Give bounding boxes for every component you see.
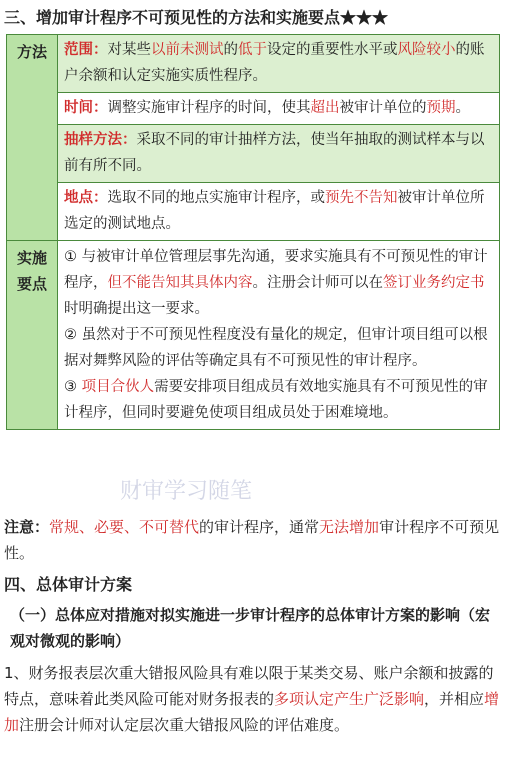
note-paragraph [4,514,502,566]
text-span: ② 虽然对于不可预见性程度没有量化的规定，但审计项目组可以根据对舞弊风险的评估等确定具有不可预见性的审计程序。 [64,327,488,369]
text-span: 增加 [4,690,500,734]
text-span: 的审计程序，通常 [199,518,320,536]
text-span: 。 [455,100,470,116]
implement-label-line2: 要点 [16,275,47,293]
text-span: 的账户余额和认定实施实质性程序。 [64,42,485,84]
text-span: 范围： [64,42,108,58]
table-row [7,35,500,93]
text-span: 多项认定产生广泛影响 [274,690,425,708]
text-span: 项目合伙人 [81,379,155,395]
text-span: 。注册会计师可以在 [252,275,383,291]
star-rating-icon: ★★★ [340,8,389,27]
implement-label-line1: 实施 [16,249,47,267]
text-span: 签订业务约定书 [383,275,485,291]
text-span: ① 与被审计单位管理层事先沟通，要求实施具有不可预见性的审计程序， [64,249,488,291]
text-span: 采取不同的审计抽样方法，使当年抽取的测试样本与以前有所不同。 [64,132,485,174]
text-span: 对某些 [107,42,151,58]
heading-overall-plan: 四、总体审计方案 [4,575,133,594]
text-span: 被审计单位的 [339,100,427,116]
method-row-location [58,183,500,241]
text-span: 抽样方法： [64,132,137,148]
implement-point-3 [64,374,493,426]
section-title-text: 三、增加审计程序不可预见性的方法和实施要点 [4,8,341,27]
implement-label [7,241,58,430]
text-span: 1、财务报表层次重大错报风险具有难以限于某类交易、账户余额和披露的特点，意味着此类风险可能对财务报表的 [4,664,494,708]
subheading-overall-response: （一）总体应对措施对拟实施进一步审计程序的总体审计方案的影响（宏观对微观的影响） [10,606,491,650]
text-span: 地点： [64,190,108,206]
text-span: 被审计单位所选定的测试地点。 [64,190,485,232]
table-row [7,183,500,241]
text-span: 审计程序不可预见性。 [4,518,500,562]
table-row [7,93,500,125]
text-span: 需要安排项目组成员有效地实施具有不可预见性的审计程序，但同时要避免使项目组成员处于困难境地。 [64,379,488,421]
text-span: 预先不告知 [325,190,398,206]
body-paragraph [4,660,502,738]
text-span: 常规、必要、不可替代 [49,518,200,536]
text-span: 低于 [238,42,267,58]
section-title [0,4,506,32]
text-span: 时间： [64,100,108,116]
text-span: 超出 [310,100,340,116]
implement-point-2 [64,322,493,374]
text-span: 调整实施审计程序的时间，使其 [107,100,311,116]
text-span: 时明确提出这一要求。 [64,301,209,317]
table-row [7,241,500,430]
text-span: 注意： [4,518,50,536]
text-span: ，并相应 [424,690,485,708]
implement-point-1 [64,244,493,322]
text-span: 注册会计师对认定层次重大错报风险的评估难度。 [19,716,350,734]
text-span: 设定的重要性水平或 [267,42,398,58]
methods-table [6,34,500,430]
text-span: 的 [223,42,238,58]
method-row-sampling [58,125,500,183]
text-span: 以前未测试 [151,42,224,58]
text-span: 风险较小 [397,42,456,58]
text-span: 选取不同的地点实施审计程序，或 [107,190,325,206]
implement-points [58,241,500,430]
method-row-timing [58,93,500,125]
table-row [7,125,500,183]
watermark-text: 财审学习随笔 [120,479,253,504]
method-row-scope [58,35,500,93]
text-span: 无法增加 [319,518,380,536]
text-span: 但不能告知其具体内容 [107,275,253,291]
text-span: 预期 [426,100,456,116]
text-span: ③ [64,379,82,395]
method-label: 方法 [7,35,58,241]
